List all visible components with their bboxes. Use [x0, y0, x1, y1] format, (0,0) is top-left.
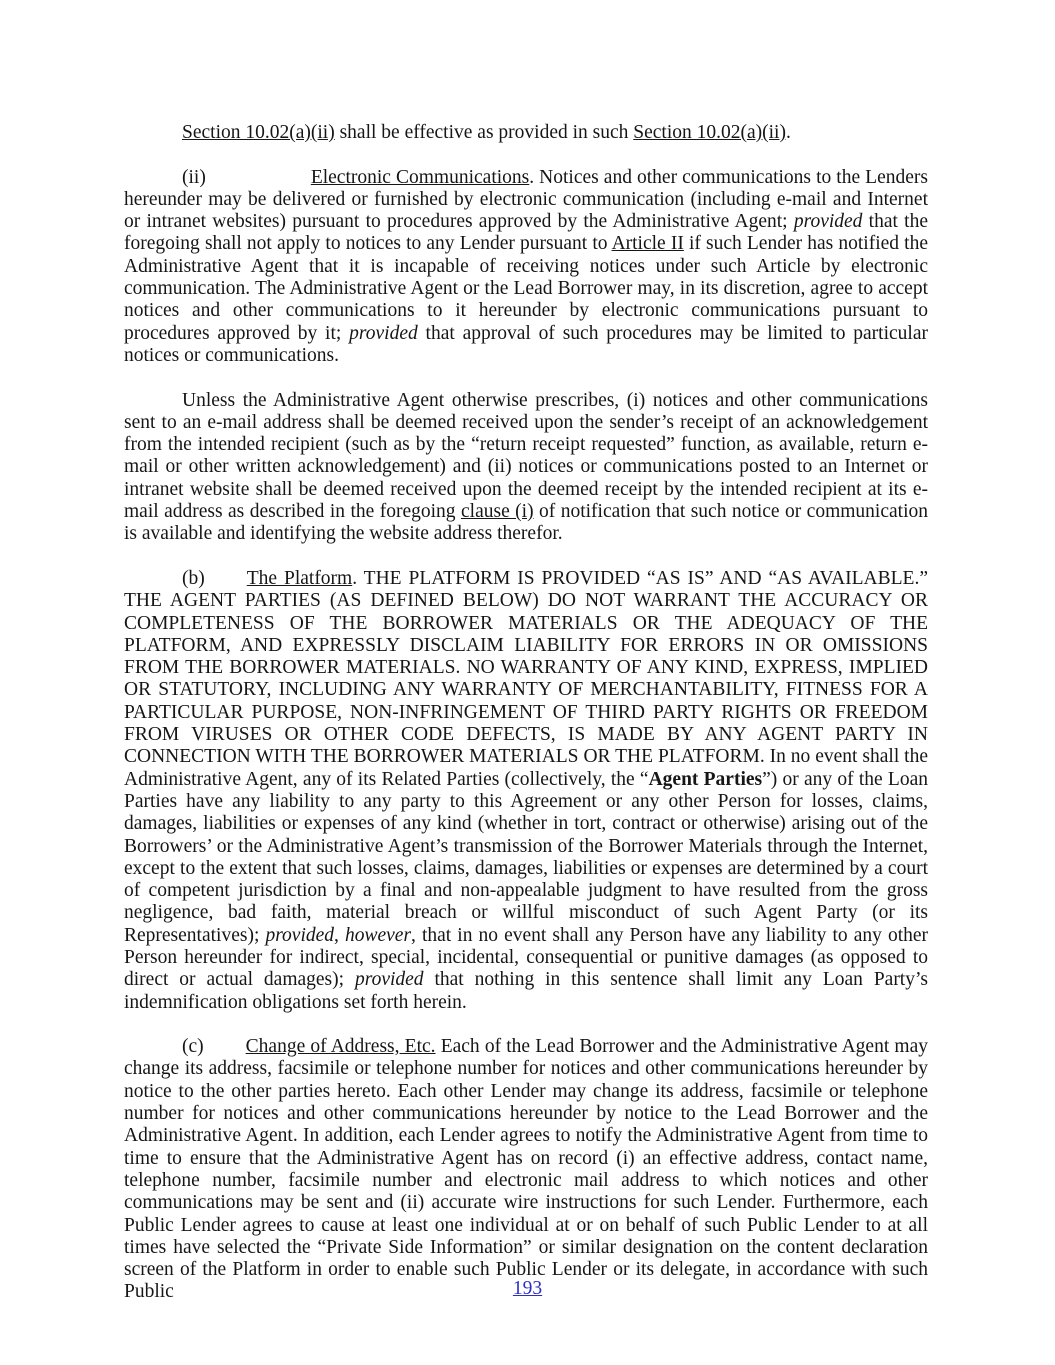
text-run: ”) or any of the Loan Parties have any liability to any party to this Agreement or any other Person for losses, claims, damages, liabilities or expenses of any kind (whether in tort, contract or otherwise) arising out of the Borrowers’ or the Administrative Agent’s transmission of the Borrower Materials through the Internet, except to the extent that such losses, claims, damages, liabilities or expenses are determined by a court of competent jurisdiction by a final and non-appealable judgment to have resulted from the gross negligence, bad faith, material breach or willful misconduct of such Agent Party (or its Representatives);: [124, 768, 928, 946]
paragraph-section-cross-reference: [124, 122, 928, 144]
text-run: .: [785, 122, 791, 143]
text-run-u: Change of Address, Etc.: [245, 1036, 436, 1058]
text-run: . THE PLATFORM IS PROVIDED “AS IS” AND “AS AVAILABLE.” THE AGENT PARTIES (AS DEFINED BELOW) DO NOT WARRANT THE ACCURACY OR COMPLETENESS OF THE BORROWER MATERIALS OR THE ADEQUACY OF THE PLATFORM, AND EXPRESSLY DISCLAIM LIABILITY FOR ERRORS IN OR OMISSIONS FROM THE BORROWER MATERIALS. NO WARRANTY OF ANY KIND, EXPRESS, IMPLIED OR STATUTORY, INCLUDING ANY WARRANTY OF MERCHANTABILITY, FITNESS FOR A PARTICULAR PURPOSE, NON-INFRINGEMENT OF THIRD PARTY RIGHTS OR FREEDOM FROM VIRUSES OR OTHER CODE DEFECTS, IS MADE BY ANY AGENT PARTY IN CONNECTION WITH THE BORROWER MATERIALS OR THE PLATFORM. In no event shall the Administrative Agent, any of its Related Parties (collectively, the “: [124, 567, 928, 790]
text-run: Unless the Administrative Agent otherwise prescribes, (i) notices and other communications sent to an e-mail address shall be deemed received upon the sender’s receipt of an acknowledgement from the intended recipient (such as by the “return receipt requested” function, as available, return e-mail or other written acknowledgement) and (ii) notices or communications posted to an Internet or intranet website shall be deemed received upon the deemed receipt by the intended recipient at its e-mail address as described in the foregoing: [124, 389, 928, 523]
text-run-u: The Platform: [246, 567, 353, 589]
text-run-i: provided: [265, 924, 335, 946]
text-run: ,: [334, 924, 345, 946]
text-run-i: provided: [349, 322, 418, 344]
text-run: (c): [182, 1036, 204, 1058]
text-run-u: Section 10.02(a)(ii): [182, 122, 335, 143]
page-number-link[interactable]: 193: [512, 1278, 543, 1299]
text-run-u: Electronic Communications: [310, 166, 530, 188]
paragraph-ii-electronic-communications: [124, 167, 928, 368]
text-run-u: clause (i): [461, 501, 534, 523]
text-run: (ii): [182, 166, 206, 188]
text-run-i: provided: [354, 969, 424, 991]
text-run-i: provided: [793, 211, 863, 233]
paragraph-b-the-platform: [124, 568, 928, 1014]
text-run: that the foregoing shall not apply to notices to any Lender pursuant to: [124, 211, 928, 255]
paragraph-c-change-of-address: [124, 1036, 928, 1304]
text-run: Each of the Lead Borrower and the Administrative Agent may change its address, facsimile or telephone number for notices and other communications hereunder by notice to the other parties hereto. Each other Lender may change its address, facsimile or telephone number for notices and other communications hereunder by notice to the Lead Borrower and the Administrative Agent. In addition, each Lender agrees to notify the Administrative Agent from time to time to ensure that the Administrative Agent has on record (i) an effective address, contact name, telephone number, facsimile number and electronic mail address to which notices and other communications may be sent and (ii) accurate wire instructions for such Lender. Furthermore, each Public Lender agrees to cause at least one individual at or on behalf of such Public Lender to at all times have selected the “Private Side Information” or similar designation on the content declaration screen of the Platform in order to enable such Public Lender or its delegate, in accordance with such Public: [124, 1036, 928, 1303]
text-run-b: Agent Parties: [648, 768, 763, 790]
text-run-u: Article II: [611, 233, 684, 255]
text-run: . Notices and other communications to the Lenders hereunder may be delivered or furnished by electronic communication (including e-mail and Internet or intranet websites) pursuant to procedures approved by the Administrative Agent;: [124, 166, 928, 233]
text-run: shall be effective as provided in such: [334, 122, 634, 143]
page-footer: [0, 1278, 1055, 1300]
text-run: that nothing in this sentence shall limit any Loan Party’s indemnification obligations set forth herein.: [124, 969, 928, 1013]
text-run: that approval of such procedures may be limited to particular notices or communications.: [124, 322, 928, 366]
text-run-i: however: [344, 924, 412, 946]
text-run: , that in no event shall any Person have any liability to any other Person hereunder for indirect, special, incidental, consequential or punitive damages (as opposed to direct or actual damages);: [124, 924, 929, 991]
document-body: [124, 122, 928, 1304]
text-run: of notification that such notice or communication is available and identifying the website address therefor.: [124, 501, 928, 545]
text-run: if such Lender has notified the Administrative Agent that it is incapable of receiving notices under such Article by electronic communication. The Administrative Agent or the Lead Borrower may, in its discretion, agree to accept notices and other communications to it hereunder by electronic communications pursuant to procedures approved by it;: [124, 233, 928, 344]
text-run: (b): [182, 567, 205, 589]
text-run-u: Section 10.02(a)(ii): [633, 122, 786, 143]
paragraph-unless-administrative-agent: [124, 390, 928, 546]
